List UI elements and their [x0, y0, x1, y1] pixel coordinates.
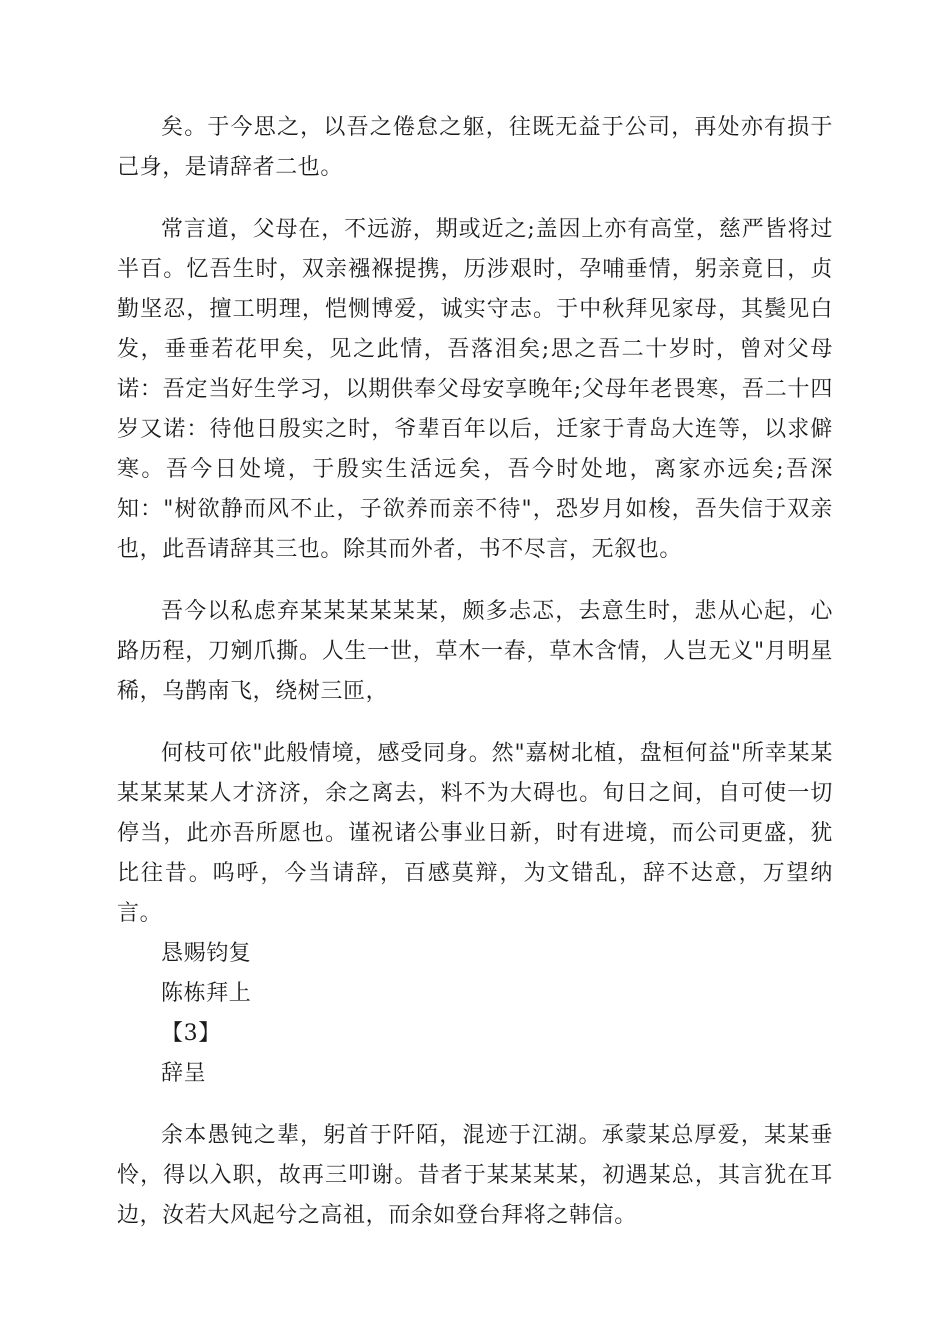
- paragraph-2: 常言道，父母在，不远游，期或近之;盖因上亦有高堂，慈严皆将过半百。忆吾生时，双亲襁褓提携，历涉艰时，孕哺垂情，躬亲竟日，贞勤坚忍，擅工明理，恺恻博爱，诚实守志。于中秋拜见家母，其鬓见白发，垂垂若花甲矣，见之此情，吾落泪矣;思之吾二十岁时，曾对父母诺：吾定当好生学习，以期供奉父母安享晚年;父母年老畏寒，吾二十四岁又诺：待他日殷实之时，爷辈百年以后，迁家于青岛大连等，以求僻寒。吾今日处境，于殷实生活远矣，吾今时处地，离家亦远矣;吾深知："树欲静而风不止，子欲养而亲不待"，恐岁月如梭，吾失信于双亲也，此吾请辞其三也。除其而外者，书不尽言，无叙也。: [117, 217, 833, 562]
- document-page: [117, 108, 833, 1236]
- paragraph-5: 余本愚钝之辈，躬首于阡陌，混迹于江湖。承蒙某总厚爱，某某垂怜，得以入职，故再三叩谢。昔者于某某某某，初遇某总，其言犹在耳边，汝若大风起兮之高祖，而余如登台拜将之韩信。: [117, 1123, 833, 1228]
- signature-line: 陈栋拜上: [161, 981, 252, 1006]
- closing-line: 恳赐钧复: [161, 941, 252, 966]
- section-marker: 【3】: [161, 1021, 221, 1046]
- paragraph-1: 矣。于今思之，以吾之倦怠之躯，往既无益于公司，再处亦有损于己身，是请辞者二也。: [117, 115, 833, 180]
- section-title: 辞呈: [161, 1061, 207, 1086]
- paragraph-4: 何枝可依"此般情境，感受同身。然"嘉树北植，盘桓何益"所幸某某某某某某人才济济，余之离去，料不为大碍也。旬日之间，自可使一切停当，此亦吾所愿也。谨祝诸公事业日新，时有进境，而公司更盛，犹比往昔。呜呼，今当请辞，百感莫辩，为文错乱，辞不达意，万望纳言。: [117, 741, 833, 926]
- paragraph-3: 吾今以私虑弃某某某某某某，颇多忐忑，去意生时，悲从心起，心路历程，刀剜爪撕。人生一世，草木一春，草木含情，人岂无义"月明星稀，乌鹊南飞，绕树三匝，: [117, 599, 833, 704]
